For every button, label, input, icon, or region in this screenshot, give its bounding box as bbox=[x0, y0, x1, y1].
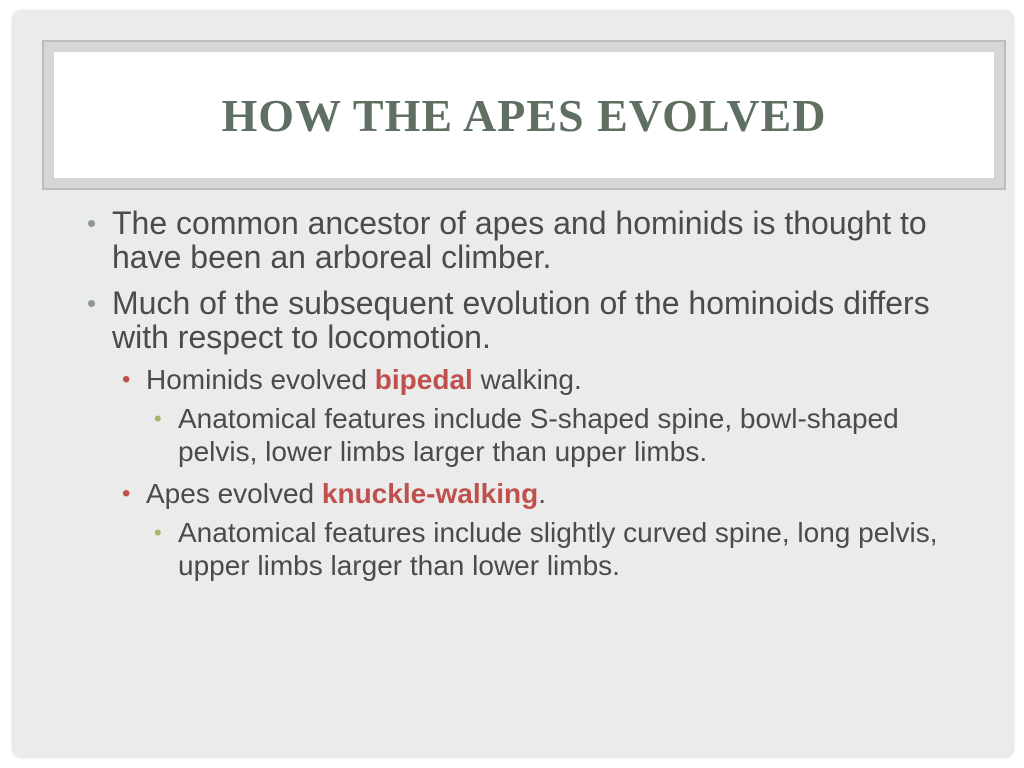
slide-title: HOW THE APES EVOLVED bbox=[221, 89, 827, 141]
bullet-text-suffix: walking. bbox=[472, 364, 582, 395]
bullet-text-prefix: Apes evolved bbox=[146, 478, 322, 509]
bullet-icon: • bbox=[154, 406, 162, 431]
bullet-level1 bbox=[82, 206, 972, 274]
bullet-text: Anatomical features include S-shaped spine, bowl-shaped pelvis, lower limbs larger than upper limbs. bbox=[178, 403, 899, 467]
bullet-text: Much of the subsequent evolution of the hominoids differs with respect to locomotion. bbox=[112, 285, 930, 355]
bullet-level3 bbox=[82, 516, 972, 582]
bullet-text-suffix: . bbox=[538, 478, 546, 509]
bullet-level2 bbox=[82, 478, 972, 510]
bullet-icon: • bbox=[122, 480, 131, 507]
bullet-level1 bbox=[82, 286, 972, 354]
title-box bbox=[54, 52, 994, 178]
bullet-text: The common ancestor of apes and hominids is thought to have been an arboreal climber. bbox=[112, 205, 927, 275]
bullet-level2 bbox=[82, 364, 972, 396]
bullet-level3 bbox=[82, 402, 972, 468]
bullet-icon: • bbox=[87, 288, 97, 318]
emphasis-term: bipedal bbox=[374, 364, 473, 395]
slide bbox=[12, 10, 1014, 758]
bullet-icon: • bbox=[122, 366, 131, 393]
bullet-text: Anatomical features include slightly curved spine, long pelvis, upper limbs larger than lower limbs. bbox=[178, 517, 938, 581]
bullet-text-prefix: Hominids evolved bbox=[146, 364, 375, 395]
title-frame bbox=[42, 40, 1006, 190]
bullet-icon: • bbox=[154, 520, 162, 545]
slide-body bbox=[82, 206, 972, 594]
emphasis-term: knuckle-walking bbox=[321, 478, 539, 509]
bullet-icon: • bbox=[87, 208, 97, 238]
